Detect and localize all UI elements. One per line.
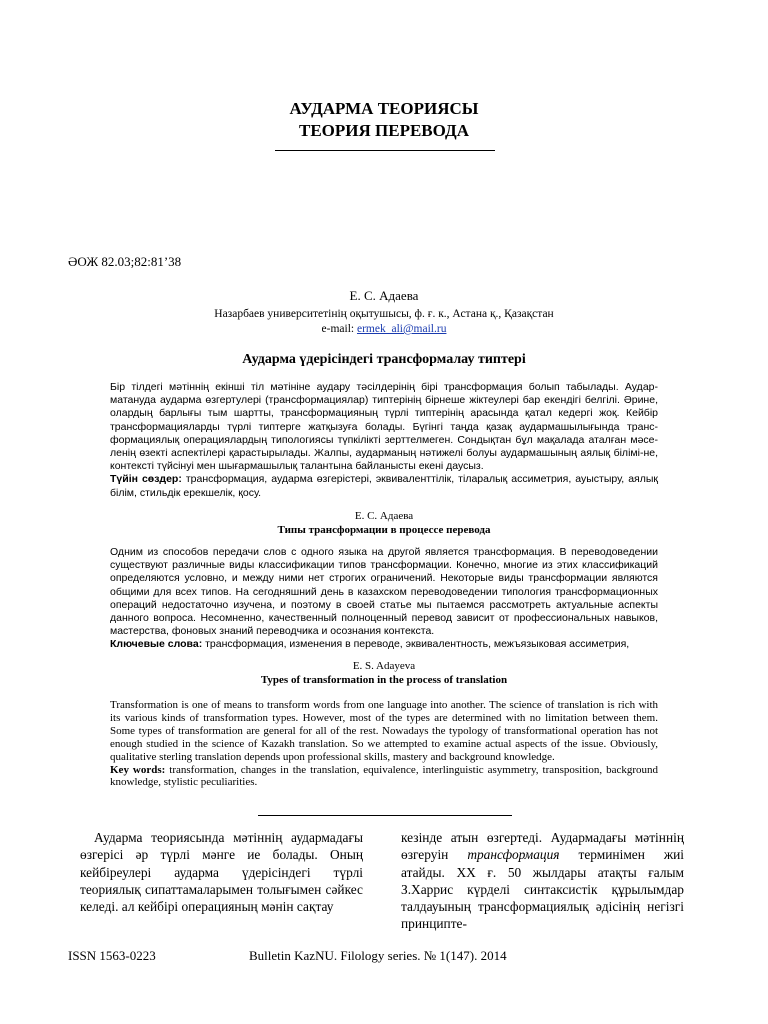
author-name: Е. С. Адаева <box>349 288 419 303</box>
footer-bulletin: Bulletin KazNU. Filology series. № 1(147). 2014 <box>249 948 507 963</box>
abstract-en-author: E. S. Adayeva <box>352 660 416 672</box>
keywords-kz-label: Түйін сөздер: <box>110 473 182 486</box>
abstract-kz <box>110 381 658 500</box>
body-right-text-1: кезінде атын өзгертеді. Аудармадағы мәтіннің өзгеруін <box>401 830 684 863</box>
section-heading <box>0 98 768 142</box>
abstract-en-title: Types of transformation in the process of translation <box>260 674 508 686</box>
article-title-kz: Аударма үдерісіндегі трансформалау типтері <box>242 352 526 367</box>
body-right-column <box>401 829 684 933</box>
abstract-ru-title: Типы трансформации в процессе перевода <box>277 524 491 536</box>
abstract-ru <box>110 546 658 652</box>
section-title-ru: ТЕОРИЯ ПЕРЕВОДА <box>298 121 469 140</box>
keywords-en: transformation, changes in the translation, equivalence, interlinguistic asymmetry, transposition, background knowledge, stylistic peculiarities. <box>110 763 658 789</box>
body-left-column: Аударма теориясында мәтіннің аудармадағы өзгерісі әр түрлі мәнге ие болады. Оның кейбіреулері аударма үдерісіндегі түрлі теориялық сипаттамаларымен толығымен сәйкес келеді. ал кейбірі операцияның мәнін сақтау <box>80 830 363 915</box>
keywords-en-label: Key words: <box>110 763 166 776</box>
abstract-en <box>110 699 658 789</box>
footer-issn: ISSN 1563-0223 <box>68 948 156 963</box>
section-title-kz: АУДАРМА ТЕОРИЯСЫ <box>289 99 479 118</box>
abstract-kz-text: Бір тілдегі мәтіннің екінші тіл мәтініне аудару тәсілдерінің бірі трансформация болып табылады. Аудар-матануда аударма өзгертулері (трансформациялар) типтерінің бірнеше жіктеулері бар екендігі белгілі. Әрине, олардың барлығы тым шартты, трансформацияның түрлі типтерінің арасында қатал кедергі жоқ. Кейбір трансформацияларды түрлі типтерге жатқызуға болады. Бүгінгі таңда қазақ аудармашылығында транс-формациялық операциялардың типологиясы түпкілікті зерттелмеген. Сондықтан бұл мақалада аталған мәсе-ленің өзекті аспектілері қарастырылады. Жалпы, аударманың нәтижелі болуы аудармашының аялық білімі-не, контексті түйсінуі мен шығармашылық талантына байланысты екені даусыз. <box>110 381 658 473</box>
abstract-divider <box>258 815 512 816</box>
keywords-ru: трансформация, изменения в переводе, эквивалентность, межъязыковая ассиметрия, <box>202 638 630 651</box>
keywords-kz: трансформация, аударма өзгерістері, эквиваленттілік, тіларалық ассиметрия, ауыстыру, аялық білім, стильдік ерекшелік, қосу. <box>110 473 658 499</box>
author-email-line <box>0 322 768 337</box>
abstract-ru-text: Одним из способов передачи слов с одного языка на другой является трансформация. В переводоведении существуют различные виды классификации типов трансформации. Конечно, многие из этих классификаций определяются условно, и между ними нет строгих ограничений. Некоторые виды трансформации являются общими для всех типов. На сегодняшний день в казахском переводоведении типология трансформационных операций недостаточно изучена, и поэтому в своей статье мы пытаемся рассмотреть актуальные аспекты данного вопроса. Несомненно, качественный полноценный перевод зависит от профессиональных навыков, мастерства, фоновых знаний переводчика и осознания контекста. <box>110 546 658 638</box>
udc-code: ӘОЖ 82.03;82:81’38 <box>68 254 182 269</box>
email-link[interactable]: ermek_ali@mail.ru <box>356 323 447 335</box>
body-right-text-2: терминімен жиі атайды. XX ғ. 50 жылдары атақты ғалым З.Харрис күрделі синтаксистік құрылымдар талдауының трансформациялық әдісінің негізгі принципте- <box>401 847 684 932</box>
abstract-en-text: Transformation is one of means to transform words from one language into another. The science of translation is rich with its various kinds of transformation types. However, most of the types are determined with no limitation between them. Some types of transformation are general for all of the rest. Nowadays the typology of transformational operation has not enough studied in the science of Kazakh translation. So we attempted to examine actual aspects of the issue. Obviously, qualitative sterling translation depends upon professional skills, mastery and background knowledge. <box>110 699 658 763</box>
abstract-ru-author: Е. С. Адаева <box>354 510 414 522</box>
author-affiliation: Назарбаев университетінің оқытушысы, ф. ғ. к., Астана қ., Қазақстан <box>214 308 554 320</box>
author-affiliation-block <box>0 307 768 337</box>
email-label: e-mail: <box>321 323 357 335</box>
heading-underline <box>275 150 495 151</box>
keywords-ru-label: Ключевые слова: <box>110 638 203 651</box>
body-right-italic-term: трансформация <box>467 847 560 863</box>
